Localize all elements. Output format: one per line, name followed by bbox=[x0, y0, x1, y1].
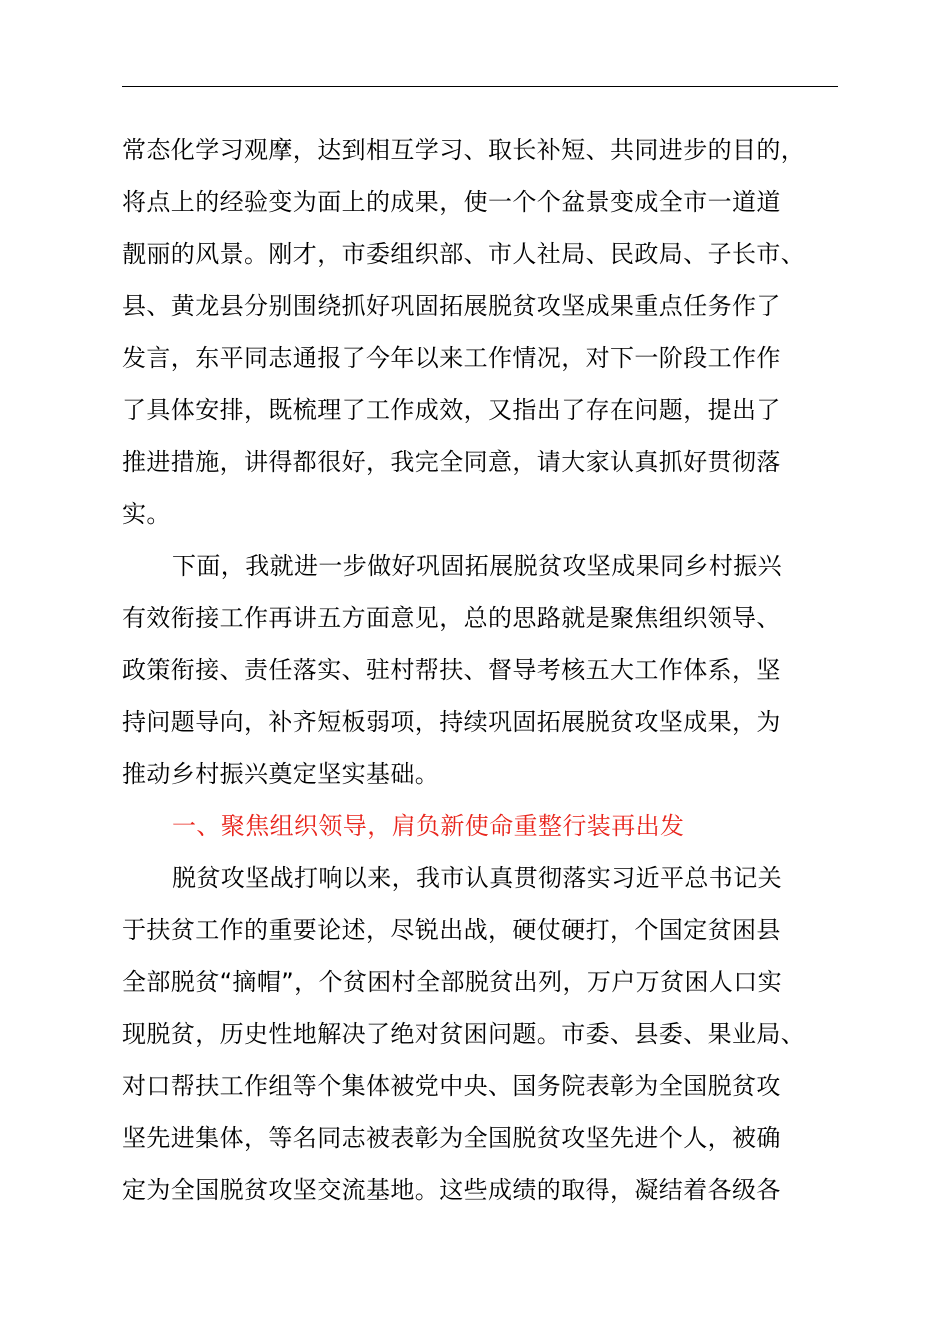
text-line: 持问题导向，补齐短板弱项，持续巩固拓展脱贫攻坚成果，为 bbox=[122, 708, 781, 736]
text-line: 政策衔接、责任落实、驻村帮扶、督导考核五大工作体系，坚 bbox=[122, 656, 781, 684]
document-body bbox=[122, 124, 842, 1216]
text-line: 常态化学习观摩，达到相互学习、取长补短、共同进步的目的， bbox=[122, 136, 806, 164]
header-rule bbox=[122, 86, 838, 87]
text-line: 现脱贫，历史性地解决了绝对贫困问题。市委、县委、果业局、 bbox=[122, 1020, 806, 1048]
text-line: 了具体安排，既梳理了工作成效，又指出了存在问题，提出了 bbox=[122, 396, 781, 424]
text-line: 靓丽的风景。刚才，市委组织部、市人社局、民政局、子长市、 bbox=[122, 240, 806, 268]
text-line: 定为全国脱贫攻坚交流基地。这些成绩的取得，凝结着各级各 bbox=[122, 1176, 781, 1204]
text-line: 坚先进集体，等名同志被表彰为全国脱贫攻坚先进个人，被确 bbox=[122, 1124, 781, 1152]
text-line: 有效衔接工作再讲五方面意见，总的思路就是聚焦组织领导、 bbox=[122, 604, 781, 632]
text-line: 推动乡村振兴奠定坚实基础。 bbox=[122, 760, 440, 788]
text-line: 下面，我就进一步做好巩固拓展脱贫攻坚成果同乡村振兴 bbox=[172, 552, 782, 580]
text-line: 县、黄龙县分别围绕抓好巩固拓展脱贫攻坚成果重点任务作了 bbox=[122, 292, 781, 320]
text-line: 推进措施，讲得都很好，我完全同意，请大家认真抓好贯彻落 bbox=[122, 448, 781, 476]
text-line: 将点上的经验变为面上的成果，使一个个盆景变成全市一道道 bbox=[122, 188, 781, 216]
text-line: 于扶贫工作的重要论述，尽锐出战，硬仗硬打，个国定贫困县 bbox=[122, 916, 781, 944]
text-line: 实。 bbox=[122, 500, 171, 528]
section-heading: 一、聚焦组织领导，肩负新使命重整行装再出发 bbox=[172, 812, 685, 840]
text-line: 脱贫攻坚战打响以来，我市认真贯彻落实习近平总书记关 bbox=[172, 864, 782, 892]
text-line: 发言，东平同志通报了今年以来工作情况，对下一阶段工作作 bbox=[122, 344, 781, 372]
text-line: 对口帮扶工作组等个集体被党中央、国务院表彰为全国脱贫攻 bbox=[122, 1072, 781, 1100]
text-line: 全部脱贫“摘帽”，个贫困村全部脱贫出列，万户万贫困人口实 bbox=[122, 968, 783, 996]
